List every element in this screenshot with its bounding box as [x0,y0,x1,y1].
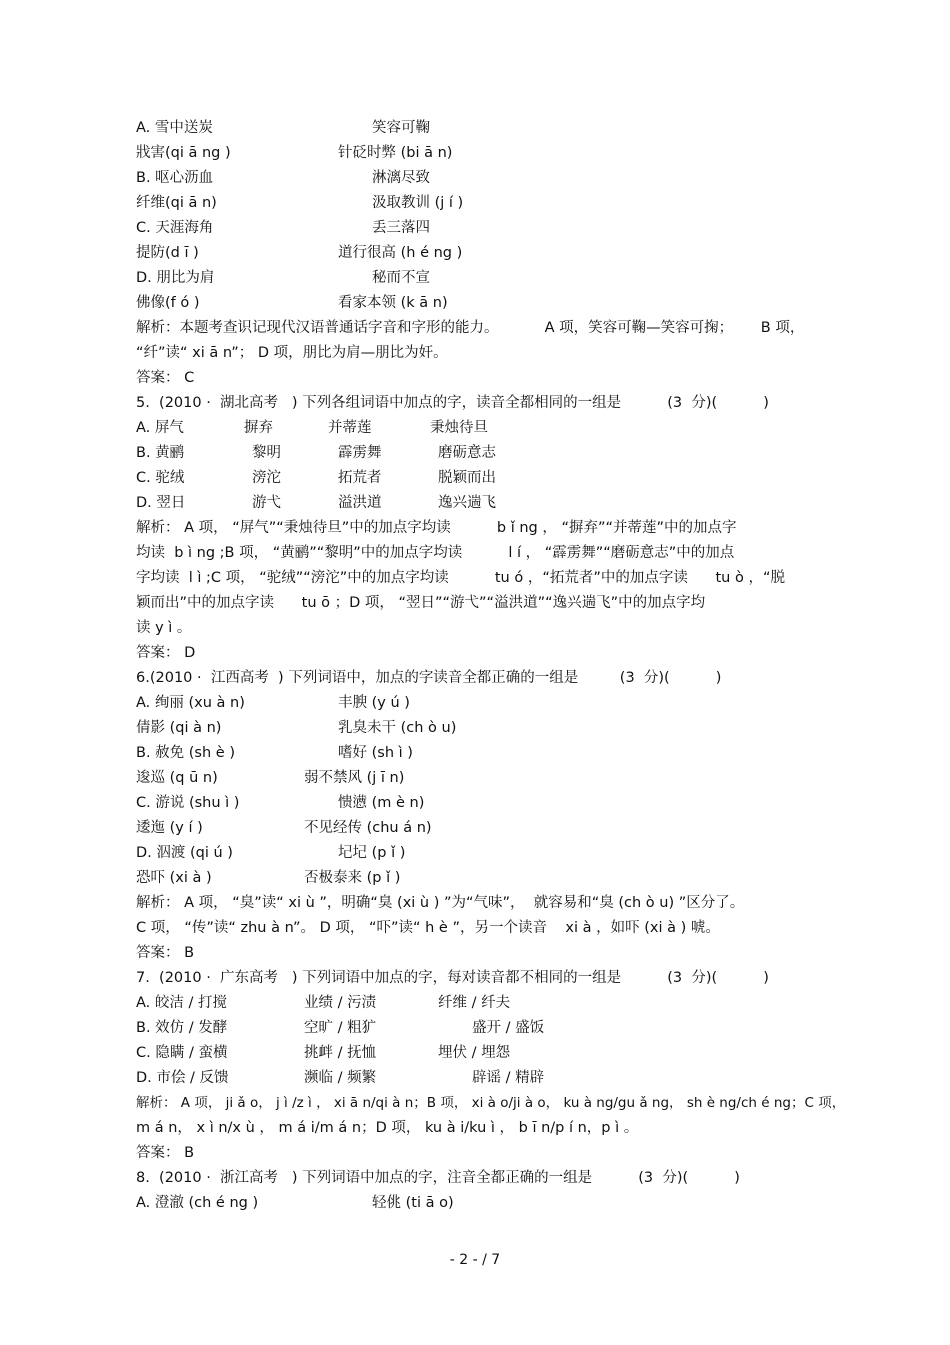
q4-option-c-word1: C. 天涯海角 [136,220,214,236]
q5-option-a-1: A. 屏气 [136,420,184,436]
q4-option-d-word2: 秘而不宣 [372,270,430,286]
q7-option-b-3: 盛开 / 盛饭 [472,1020,545,1036]
q5-option-d-2: 游弋 [252,495,281,511]
q5-option-d-1: D. 翌日 [136,495,186,511]
q5-option-b-1: B. 黄鹂 [136,445,185,461]
q6-option-a-word4: 乳臭未干 (ch ò u) [338,720,457,736]
q5-option-a-4: 秉烛待旦 [430,420,488,436]
q7-option-c-2: 挑衅 / 抚恤 [304,1045,377,1061]
q5-option-b-2: 黎明 [252,445,281,461]
q6-option-c-word4: 不见经传 (chu á n) [304,820,432,836]
q5-stem: 5. (2010 · 湖北高考 ) 下列各组词语中加点的字，读音全都相同的一组是 (3 分)( ) [136,395,769,411]
q4-option-d-word1: D. 朋比为肩 [136,270,215,286]
q5-option-d-3: 溢洪道 [338,495,382,511]
q6-option-c-word1: C. 游说 (shu ì ) [136,795,240,811]
q5-option-d-4: 逸兴遄飞 [438,495,496,511]
q5-option-c-2: 滂沱 [252,470,281,486]
q4-answer: 答案： C [136,370,195,386]
q5-option-b-3: 霹雳舞 [338,445,382,461]
q4-analysis-line-2: “纤”读“ xi ā n”； D 项，朋比为肩—朋比为奸。 [136,345,448,361]
q4-option-d-word3: 佛像(f ó ) [136,295,200,311]
q4-option-a-word3: 戕害(qi ā ng ) [136,145,231,161]
q6-option-a-word1: A. 绚丽 (xu à n) [136,695,245,711]
q6-option-b-word4: 弱不禁风 (j ī n) [304,770,405,786]
q6-option-d-word1: D. 泅渡 (qi ú ) [136,845,233,861]
q7-option-a-3: 纤维 / 纤夫 [438,995,511,1011]
q6-option-d-word3: 恐吓 (xi à ) [136,870,212,886]
q8-option-a-word1: A. 澄澈 (ch é ng ) [136,1195,259,1211]
q6-analysis-line-1: 解析： A 项， “臭”读“ xi ù ”，明确“臭 (xi ù ) ”为“气味”， 就容易和“臭 (ch ò u) ”区分了。 [136,895,745,911]
q4-option-b-word2: 淋漓尽致 [372,170,430,186]
q5-option-a-3: 并蒂莲 [328,420,372,436]
q4-option-d-word4: 看家本领 (k ā n) [338,295,448,311]
q4-option-b-word4: 汲取教训 (j í ) [372,195,464,211]
q5-analysis-line-1: 解析： A 项， “屏气”“秉烛待旦”中的加点字均读 b ǐ ng ， “摒弃”“并蒂莲”中的加点字 [136,520,737,536]
q6-option-a-word2: 丰腴 (y ú ) [338,695,410,711]
q4-option-b-word3: 纤维(qi ā n) [136,195,217,211]
q7-option-a-2: 业绩 / 污渍 [304,995,377,1011]
q7-option-a-1: A. 皎洁 / 打搅 [136,995,227,1011]
q5-answer: 答案： D [136,645,196,661]
q4-option-c-word4: 道行很高 (h é ng ) [338,245,463,261]
q4-analysis-line-1: 解析：本题考查识记现代汉语普通话字音和字形的能力。 A 项，笑容可鞠—笑容可掬； B 项， [136,320,805,336]
q6-stem: 6.(2010 · 江西高考 ) 下列词语中，加点的字读音全都正确的一组是 (3 分)( ) [136,670,722,686]
q5-analysis-line-2: 均读 b ì ng ;B 项， “黄鹂”“黎明”中的加点字均读 l í ， “霹雳舞”“磨砺意志”中的加点 [136,545,735,561]
q4-option-c-word2: 丢三落四 [372,220,430,236]
q6-option-c-word3: 逶迤 (y í ) [136,820,203,836]
q5-option-b-4: 磨砺意志 [438,445,496,461]
q6-option-b-word3: 逡巡 (q ū n) [136,770,218,786]
q4-option-a-word1: A. 雪中送炭 [136,120,213,136]
q6-answer: 答案： B [136,945,195,961]
q7-option-b-2: 空旷 / 粗犷 [304,1020,377,1036]
q7-answer: 答案： B [136,1145,195,1161]
q6-option-b-word1: B. 赦免 (sh è ) [136,745,235,761]
q6-option-b-word2: 嗜好 (sh ì ) [338,745,413,761]
q7-option-c-3: 埋伏 / 埋怨 [438,1045,511,1061]
q7-analysis-line-1: 解析： A 项， ji ǎ o， j ì /z ì ， xi ā n/qi à n；B 项， xi à o/ji à o， ku à ng/gu ǎ ng， sh è ng/ch é ng；C 项， [136,1095,846,1111]
q7-option-c-1: C. 隐瞒 / 蛮横 [136,1045,228,1061]
q7-option-d-1: D. 市侩 / 反馈 [136,1070,229,1086]
q4-option-a-word4: 针砭时弊 (bi ā n) [338,145,453,161]
q5-option-a-2: 摒弃 [244,420,273,436]
q5-option-c-4: 脱颖而出 [438,470,496,486]
q7-option-d-3: 辟谣 / 精辟 [472,1070,545,1086]
q4-option-a-word2: 笑容可鞠 [372,120,430,136]
q4-option-b-word1: B. 呕心沥血 [136,170,214,186]
q4-option-c-word3: 提防(d ī ) [136,245,199,261]
q7-option-d-2: 濒临 / 频繁 [304,1070,377,1086]
q5-analysis-line-5: 读 y ì 。 [136,620,192,636]
q6-option-a-word3: 倩影 (qi à n) [136,720,222,736]
q8-stem: 8. (2010 · 浙江高考 ) 下列词语中加点的字，注音全都正确的一组是 (3 分)( ) [136,1170,740,1186]
q5-option-c-3: 拓荒者 [338,470,382,486]
q6-option-c-word2: 愦懑 (m è n) [338,795,425,811]
q5-option-c-1: C. 驼绒 [136,470,185,486]
q5-analysis-line-3: 字均读 l ì ;C 项， “驼绒”“滂沱”中的加点字均读 tu ó ，“拓荒者”中的加点字读 tu ò ，“脱 [136,570,785,586]
page-number: - 2 - / 7 [449,1252,501,1268]
q7-stem: 7. (2010 · 广东高考 ) 下列词语中加点的字，每对读音都不相同的一组是 (3 分)( ) [136,970,769,986]
q5-analysis-line-4: 颖而出”中的加点字读 tu ō ；D 项， “翌日”“游弋”“溢洪道”“逸兴遄飞”中的加点字均 [136,595,706,611]
q6-option-d-word2: 圮圮 (p ǐ ) [338,845,406,861]
q8-option-a-word2: 轻佻 (ti ā o) [372,1195,454,1211]
q6-option-d-word4: 否极泰来 (p ǐ ) [304,870,401,886]
q7-analysis-line-2: m á n， x ì n/x ù ， m á i/m á n；D 项， ku à i/ku ì ， b ī n/p í n，p ì 。 [136,1120,639,1136]
q6-analysis-line-2: C 项， “传”读“ zhu à n”。 D 项， “吓”读“ h è ”，另一个读音 xi à ，如吓 (xi à ) 唬。 [136,920,720,936]
q7-option-b-1: B. 效仿 / 发酵 [136,1020,228,1036]
